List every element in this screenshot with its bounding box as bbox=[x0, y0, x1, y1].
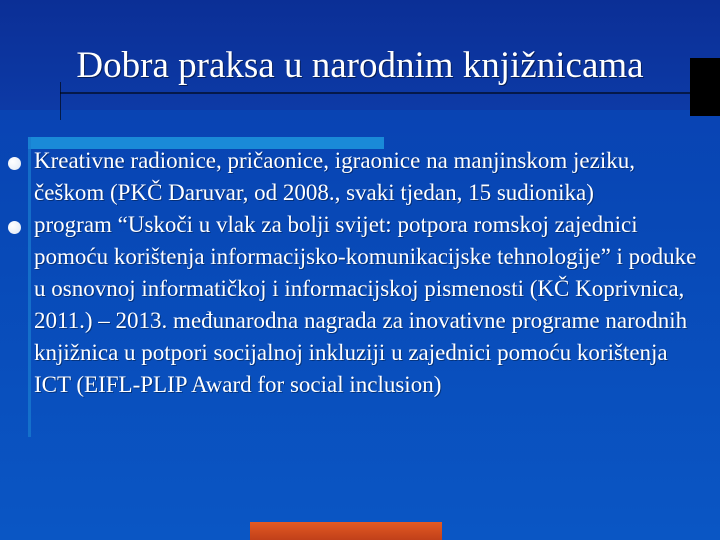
bullet-text: Kreativne radionice, pričaonice, igraonice na manjinskom jeziku, češkom (PKČ Daruvar, od 2008., svaki tjedan, 15 sudionika) bbox=[34, 148, 635, 205]
bullet-dot-icon bbox=[8, 157, 21, 170]
bullet-list bbox=[6, 145, 706, 401]
bullet-item bbox=[6, 209, 706, 401]
bullet-item bbox=[6, 145, 706, 209]
title-divider bbox=[60, 92, 700, 94]
bullet-text: program “Uskoči u vlak za bolji svijet: potpora romskoj zajednici pomoću korištenja informacijsko-komunikacijske tehnologije” i poduke u osnovnoj informatičkoj i informacijskoj pismenosti (KČ Koprivnica, 2011.) – 2013. međunarodna nagrada za inovativne programe narodnih knjižnica u potpori socijalnoj inkluziji u zajednici pomoću korištenja ICT (EIFL-PLIP Award for social inclusion) bbox=[34, 212, 697, 397]
bullet-dot-icon bbox=[8, 221, 21, 234]
slide-title: Dobra praksa u narodnim knjižnicama bbox=[76, 45, 644, 86]
decorative-red-bar bbox=[250, 522, 442, 540]
